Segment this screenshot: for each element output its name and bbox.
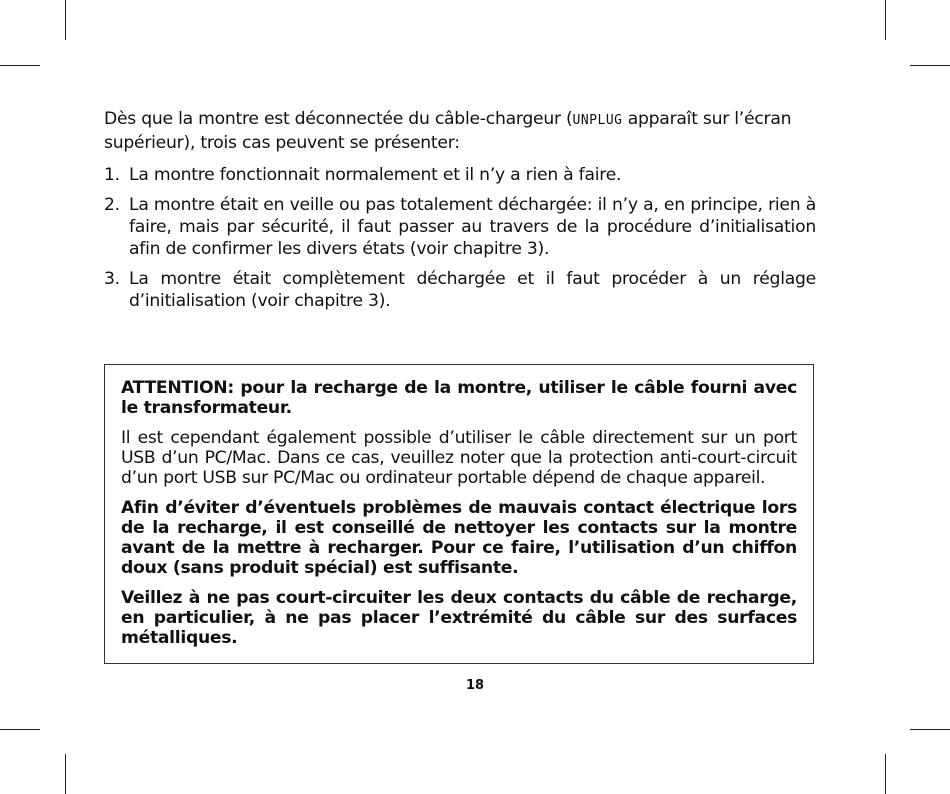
intro-text-start: Dès que la montre est déconnectée du câble-chargeur ( [104,109,573,129]
list-item-text: La montre était complètement déchargée et il faut procéder à un réglage d’initialisation (voir chapitre 3). [129,269,816,311]
list-item [104,194,816,260]
list-item [104,268,816,312]
crop-mark-top-right-horizontal [910,65,950,66]
crop-mark-bottom-left-vertical [65,754,66,794]
unplug-lcd-text: UNPLUG [572,112,623,129]
list-item-text: La montre fonctionnait normalement et il n’y a rien à faire. [129,165,622,185]
list-item-number: 2. [104,195,120,215]
crop-mark-top-left-vertical [65,0,66,40]
cases-list [104,164,816,312]
crop-mark-bottom-right-horizontal [910,729,950,730]
attention-notice-box [104,364,814,664]
crop-mark-bottom-left-horizontal [0,729,40,730]
crop-mark-bottom-right-vertical [885,754,886,794]
intro-text-end: apparaît sur l’écran supérieur), trois cas peuvent se présenter: [104,109,792,153]
page-number: 18 [465,678,485,693]
intro-paragraph [104,108,816,154]
list-item-text: La montre était en veille ou pas totalement déchargée: il n’y a, en principe, rien à faire, mais par sécurité, il faut passer au travers de la procédure d’initialisation afin de confirmer les divers états (voir chapitre 3). [129,195,816,259]
usb-paragraph: Il est cependant également possible d’utiliser le câble directement sur un port USB d’un PC/Mac. Dans ce cas, veuillez noter que la protection anti-court-circuit d’un port USB sur PC/Mac ou ordinateur portable dépend de chaque appareil. [121,428,797,488]
crop-mark-top-right-vertical [885,0,886,40]
attention-paragraph: ATTENTION: pour la recharge de la montre, utiliser le câble fourni avec le transformateur. [121,378,797,418]
contacts-paragraph: Afin d’éviter d’éventuels problèmes de mauvais contact électrique lors de la recharge, il est conseillé de nettoyer les contacts sur la montre avant de la mettre à recharger. Pour ce faire, l’utilisation d’un chiffon doux (sans produit spécial) est suffisante. [121,498,797,578]
list-item-number: 3. [104,269,120,289]
body-text [104,108,816,320]
crop-mark-top-left-horizontal [0,65,40,66]
list-item [104,164,816,186]
list-item-number: 1. [104,165,120,185]
short-circuit-paragraph: Veillez à ne pas court-circuiter les deux contacts du câble de recharge, en particulier, à ne pas placer l’extrémité du câble sur des surfaces métalliques. [121,588,797,648]
